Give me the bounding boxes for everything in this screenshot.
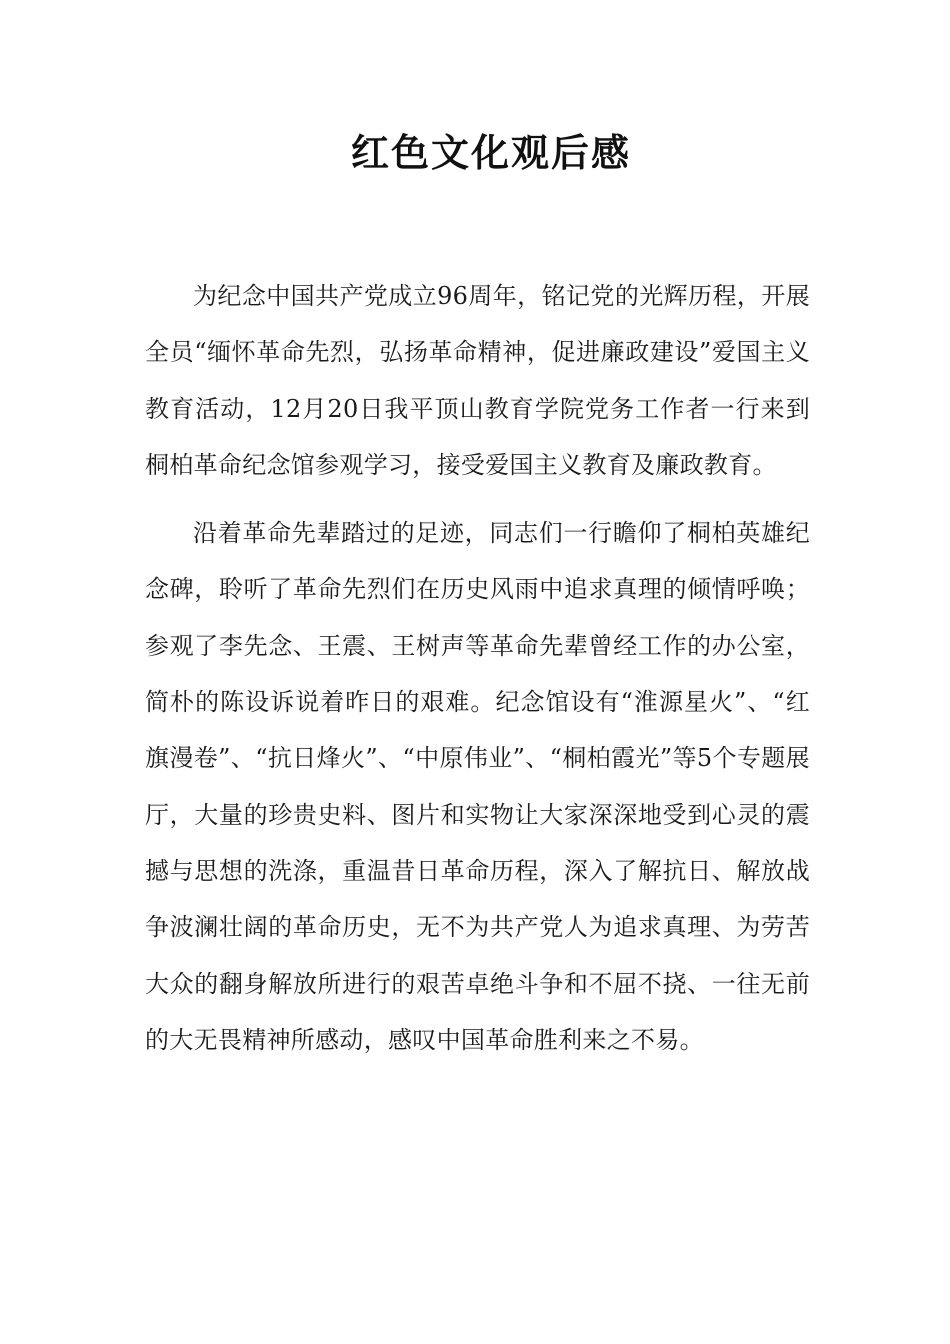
paragraph-2: 沿着革命先辈踏过的足迹，同志们一行瞻仰了桐柏英雄纪念碑，聆听了革命先烈们在历史风雨中追求真理的倾情呼唤；参观了李先念、王震、王树声等革命先辈曾经工作的办公室，简朴的陈设诉说着昨日的艰难。纪念馆设有“淮源星火”、“红旗漫卷”、“抗日烽火”、“中原伟业”、“桐柏霞光”等5个专题展厅，大量的珍贵史料、图片和实物让大家深深地受到心灵的震撼与思想的洗涤，重温昔日革命历程，深入了解抗日、解放战争波澜壮阔的革命历史，无不为共产党人为追求真理、为劳苦大众的翻身解放所进行的艰苦卓绝斗争和不屈不挠、一往无前的大无畏精神所感动，感叹中国革命胜利来之不易。 <box>145 519 810 1054</box>
document-body <box>145 268 810 1080</box>
document-title: 红色文化观后感 <box>350 131 631 175</box>
paragraph-1: 为纪念中国共产党成立96周年，铭记党的光辉历程，开展全员“缅怀革命先烈，弘扬革命精神，促进廉政建设”爱国主义教育活动，12月20日我平顶山教育学院党务工作者一行来到桐柏革命纪念馆参观学习，接受爱国主义教育及廉政教育。 <box>145 282 810 479</box>
